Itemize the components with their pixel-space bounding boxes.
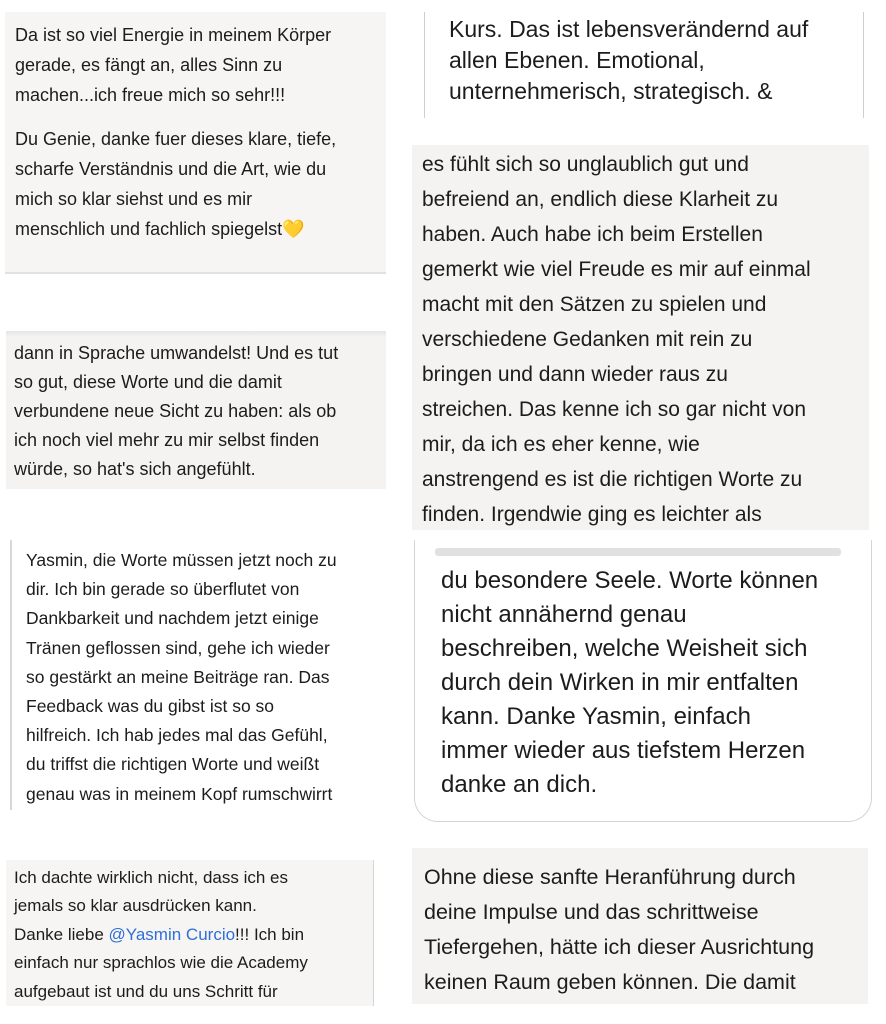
testimonial-card-sprache — [6, 331, 386, 489]
testimonial-card-klarheit — [412, 145, 869, 530]
testimonial-bubble-seele — [414, 540, 872, 822]
testimonial-text: Du Genie, danke fuer dieses klare, tiefe, scharfe Verständnis und die Art, wie du mich so klar siehst und es mir menschlich und fachlich spiegelst💛 — [15, 129, 337, 239]
testimonial-text: du besondere Seele. Worte können nicht annähernd genau beschreiben, welche Weisheit sich durch dein Wirken in mir entfalten kann. Danke Yasmin, einfach immer wieder aus tiefstem Herzen danke an dich. — [441, 567, 819, 798]
cropped-edge — [6, 331, 386, 337]
text-after-mention: !!! Ich bin einfach nur sprachlos wie die Academy aufgebaut ist und du uns Schritt für — [14, 924, 308, 1001]
testimonial-text: es fühlt sich so unglaublich gut und befreiend an, endlich diese Klarheit zu haben. Auch habe ich beim Erstellen gemerkt wie viel Freude es mir auf einmal macht mit den Sätzen zu spielen und verschiedene Gedanken mit rein zu bringen und dann wieder raus zu streichen. Das kenne ich so gar nicht von mir, da ich es eher kenne, wie anstrengend es ist die richtigen Worte zu finden. Irgendwie ging es leichter als — [422, 153, 811, 526]
testimonial-text — [14, 864, 365, 1006]
testimonial-text: Da ist so viel Energie in meinem Körper gerade, es fängt an, alles Sinn zu machen...ich freue mich so sehr!!! — [15, 25, 332, 105]
testimonial-text: Yasmin, die Worte müssen jetzt noch zu dir. Ich bin gerade so überflutet von Dankbarkeit und nachdem jetzt einige Tränen geflossen sind, gehe ich wieder so gestärkt an meine Beiträge ran. Das Feedback was du gibst ist so so hilfreich. Ich hab jedes mal das Gefühl, du triffst die richtigen Worte und weißt genau was in meinem Kopf rumschwirrt — [26, 550, 337, 804]
testimonial-card-academy — [6, 860, 374, 1006]
testimonial-text: dann in Sprache umwandelst! Und es tut so gut, diese Worte und die damit verbundene neue Sicht zu haben: als ob ich noch viel mehr zu mir selbst finden würde, so hat's sich angefühlt. — [14, 343, 339, 479]
testimonial-card-energy — [5, 12, 386, 274]
text-before-mention: Ich dachte wirklich nicht, dass ich es jemals so klar ausdrücken kann. Danke liebe — [14, 868, 289, 944]
testimonial-card-ausrichtung — [412, 848, 868, 1004]
testimonial-text: Kurs. Das ist lebensverändernd auf allen Ebenen. Emotional, unternehmerisch, strategisch. & — [449, 16, 809, 104]
mention-link[interactable]: @Yasmin Curcio — [108, 924, 236, 944]
testimonial-card-kurs — [424, 12, 864, 118]
testimonial-text: Ohne diese sanfte Heranführung durch deine Impulse und das schrittweise Tiefergehen, hätte ich dieser Ausrichtung keinen Raum geben können. Die damit — [424, 865, 815, 994]
cropped-edge — [435, 548, 841, 556]
testimonial-card-dankbarkeit — [10, 540, 383, 810]
